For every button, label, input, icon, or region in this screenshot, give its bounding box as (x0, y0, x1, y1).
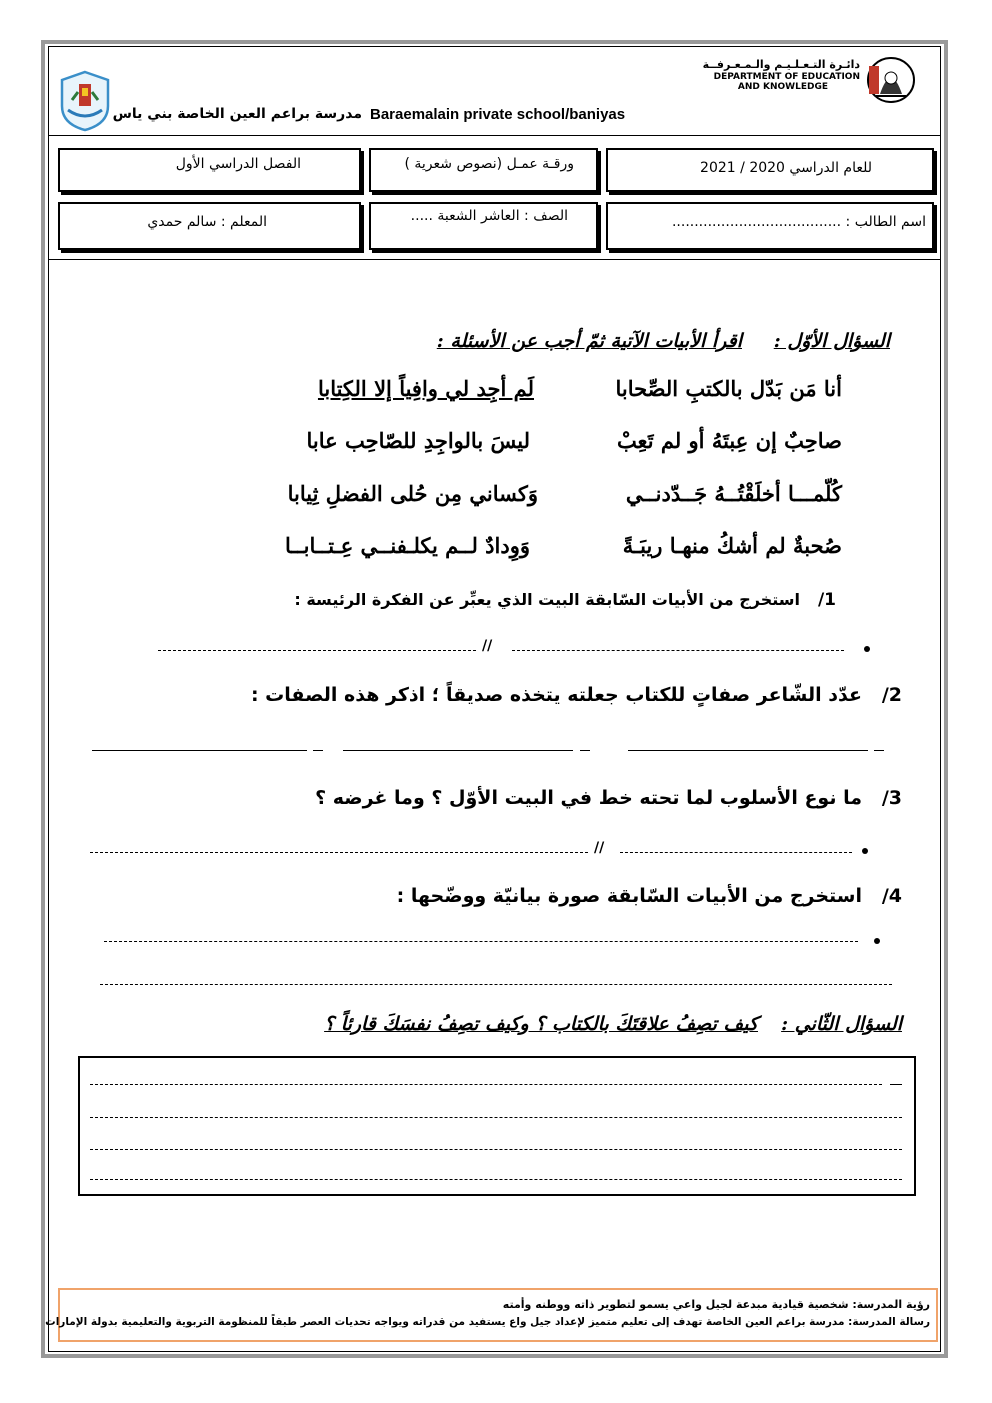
grade-box (369, 202, 598, 250)
verse-2-left: ليسَ بالواجِدِ للصّاحِب عابا (306, 428, 530, 453)
q2-question: كيف تصِفُ علاقتَكَ بالكتاب ؟ وكيف تصِفُ نفسَكَ قارئاً ؟ (324, 1013, 758, 1035)
verse-4-right: صُحبةٌ لم أشكُ منهـا ريبَـةً (622, 533, 842, 558)
answer-line[interactable] (100, 984, 892, 985)
adek-emblem-icon (866, 56, 916, 104)
answer-line[interactable] (512, 650, 844, 651)
verse-1-right: أنا مَن بَدّل بالكتبِ الصِّحابا (615, 376, 842, 401)
bullet (874, 938, 880, 944)
teacher-box (58, 202, 361, 250)
header-divider (48, 135, 941, 136)
school-vision-footer (45, 1288, 938, 1342)
dept-arabic: دائـرة التـعـلـيـم والـمـعـرفــة (702, 58, 860, 71)
school-mission: رسالة المدرسة: مدرسة براعم العين الخاصة تهدف إلى تعليم متميز لإعداد جيل واع يستفيد من قدراته ويواجه تحديات العصر طبقاً للمنظومة التربوية والتعليمية بدولة الإمارات (45, 1316, 930, 1328)
item-4-number: 4/ (881, 885, 902, 907)
item-1-number: 1/ (817, 590, 836, 610)
answer-separator: // (482, 638, 493, 654)
verse-3-left: وَكساني مِن حُلى الفضلِ ثِيابا (287, 481, 538, 506)
answer-line[interactable] (628, 750, 868, 751)
semester: الفصل الدراسي الأول (175, 156, 301, 172)
school-name-arabic: مدرسة براعم العين الخاصة بني ياس (112, 106, 362, 122)
grade-section: الصف : العاشر الشعبة ..... (410, 208, 568, 224)
item-1-text: استخرج من الأبيات السّابقة البيت الذي يعبِّر عن الفكرة الرئيسة : (294, 590, 800, 609)
answer-line[interactable] (343, 750, 573, 751)
school-vision: رؤية المدرسة: شخصية قيادية مبدعة لجيل واعي يسمو لتطوير ذاته ووطنه وأمته (502, 1298, 930, 1311)
answer-line[interactable] (90, 1084, 882, 1085)
item-2-number: 2/ (881, 684, 902, 706)
semester-box (58, 148, 361, 192)
student-name-field[interactable]: اسم الطالب : ...................................... (671, 214, 926, 230)
answer-dash (580, 750, 590, 751)
bullet (862, 848, 868, 854)
item-4-text: استخرج من الأبيات السّابقة صورة بيانيّة ووضّحها : (396, 885, 862, 907)
academic-year: للعام الدراسي 2020 / 2021 (700, 160, 872, 176)
dept-english (670, 72, 860, 92)
school-logo-icon (58, 70, 112, 132)
worksheet-title: ورقـة عمـل (نصوص شعرية ) (404, 156, 574, 172)
item-3-number: 3/ (881, 787, 902, 809)
q1-instruction: اقرأ الأبيات الآتية ثمّ أجب عن الأسئلة : (436, 330, 742, 352)
verse-1-left: لَم أجِد لي وافِياً إلا الكِتابا (317, 376, 534, 401)
verse-2-right: صاحِبٌ إن عِبتَهُ أو لم تَعِبْ (616, 428, 842, 453)
school-name-english: Baraemalain private school/baniyas (370, 106, 626, 123)
answer-line[interactable] (90, 852, 588, 853)
answer-separator: // (594, 840, 605, 856)
info-divider (48, 259, 941, 260)
bullet (864, 646, 870, 652)
dept-english-line2: AND KNOWLEDGE (737, 82, 828, 92)
answer-dash (874, 750, 884, 751)
answer-line[interactable] (90, 1117, 902, 1118)
answer-line[interactable] (92, 750, 307, 751)
answer-line[interactable] (104, 941, 858, 942)
answer-dash (313, 750, 323, 751)
q2-label: السؤال الثّاني : (781, 1013, 902, 1035)
verse-4-left: وَوِدادٌ لــم يكلـفنــي عِـتــابــا (284, 533, 530, 558)
year-box (606, 148, 934, 192)
answer-line[interactable] (620, 852, 852, 853)
q2-answer-box[interactable] (78, 1056, 916, 1196)
answer-line[interactable] (90, 1149, 902, 1150)
q1-label: السؤال الأوّل : (773, 330, 890, 352)
dept-english-line1: DEPARTMENT OF EDUCATION (713, 72, 860, 82)
teacher-name: المعلم : سالم حمدي (147, 214, 267, 230)
worksheet-box (369, 148, 598, 192)
answer-line[interactable] (90, 1179, 902, 1180)
answer-line[interactable] (158, 650, 476, 651)
student-box (606, 202, 934, 250)
item-3-text: ما نوع الأسلوب لما تحته خط في البيت الأوّل ؟ وما غرضه ؟ (315, 787, 862, 809)
verse-3-right: كُلّمـــا أخلَقْتُــهُ جَــدّدنــي (625, 481, 842, 506)
item-2-text: عدّد الشّاعر صفاتٍ للكتاب جعلته يتخذه صديقاً ؛ اذكر هذه الصفات : (250, 684, 862, 706)
answer-dash (890, 1084, 902, 1085)
